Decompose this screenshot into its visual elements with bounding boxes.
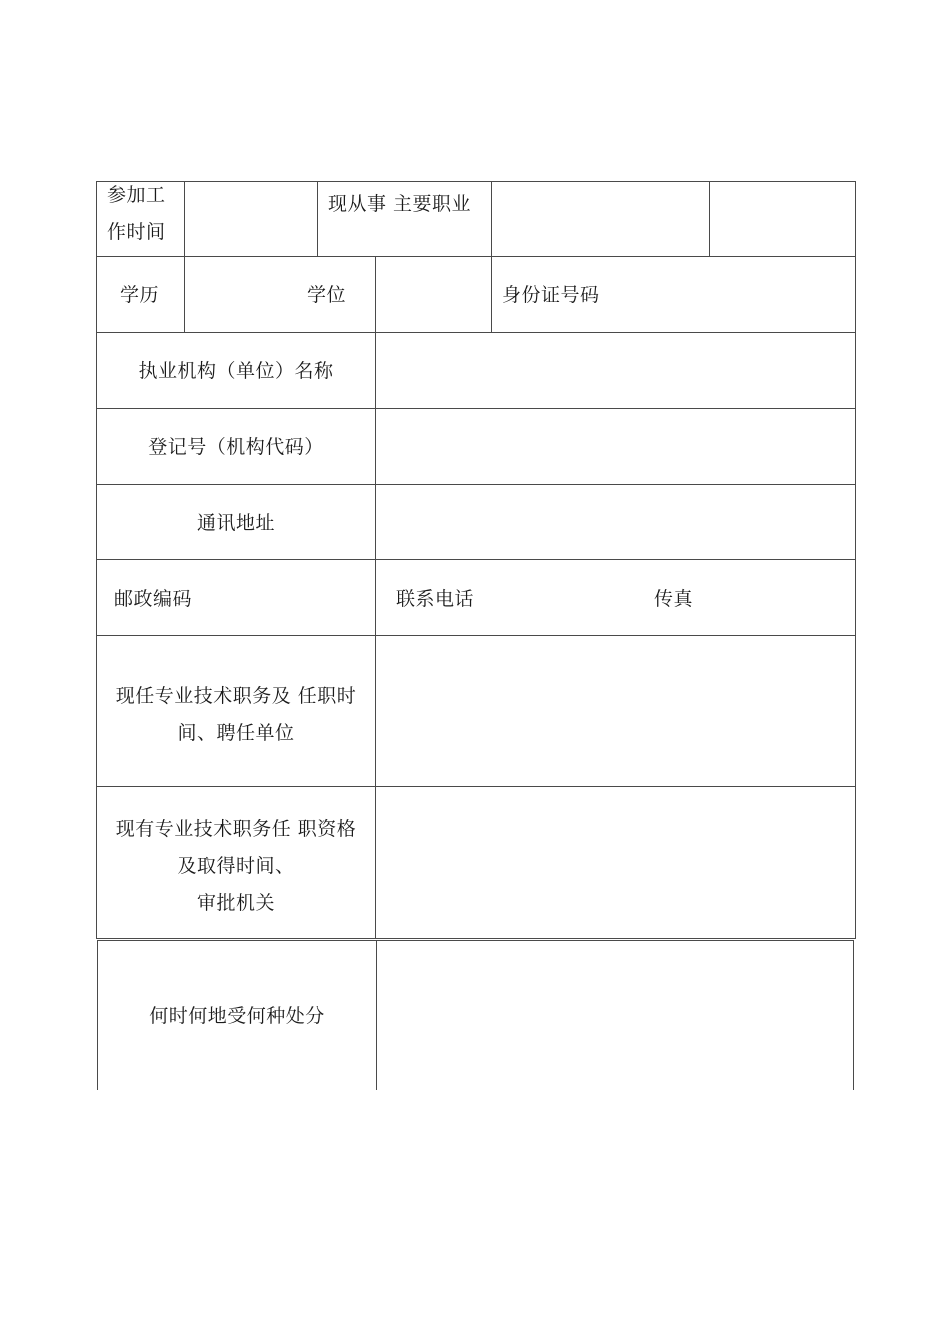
education-label: 学历 (120, 284, 160, 306)
col-divider (709, 181, 710, 257)
col-divider (491, 256, 492, 333)
col-divider (317, 181, 318, 257)
occupation-value[interactable] (493, 184, 707, 254)
col-divider (491, 181, 492, 257)
discipline-value[interactable] (378, 942, 852, 1090)
work-start-label (107, 181, 166, 246)
qualification-label (96, 815, 376, 917)
degree-value[interactable] (377, 259, 489, 329)
row-divider (96, 256, 856, 257)
current-title-label (96, 682, 376, 747)
table-border-right (855, 181, 856, 939)
table2-border-right (853, 940, 854, 1090)
qualification-line3: 审批机关 (196, 892, 275, 914)
table2-border-top (97, 940, 854, 941)
address-value[interactable] (377, 486, 854, 557)
occupation-label: 现从事 主要职业 (328, 193, 472, 215)
registration-value[interactable] (377, 410, 854, 482)
row-divider (96, 484, 856, 485)
discipline-label: 何时何地受何种处分 (149, 1005, 325, 1027)
fax-label: 传真 (654, 588, 694, 610)
qualification-line2: 及取得时间、 (177, 855, 295, 877)
qualification-line1: 现有专业技术职务任 职资格 (115, 818, 357, 840)
table-border-bottom (96, 938, 856, 939)
phone-label: 联系电话 (396, 588, 475, 610)
row-divider (96, 332, 856, 333)
table-border-top (96, 181, 856, 182)
current-title-line2: 间、聘任单位 (177, 722, 295, 744)
col-divider (184, 256, 185, 333)
work-start-label-line1: 参加工 (107, 184, 166, 206)
col-divider (375, 256, 376, 333)
work-start-label-line2: 作时间 (107, 221, 166, 243)
row-divider (96, 635, 856, 636)
work-start-value[interactable] (186, 184, 315, 254)
registration-label: 登记号（机构代码） (148, 436, 324, 458)
postcode-label: 邮政编码 (114, 588, 193, 610)
row-divider (96, 786, 856, 787)
institution-label: 执业机构（单位）名称 (138, 360, 334, 382)
col-divider (184, 181, 185, 257)
row-divider (96, 559, 856, 560)
qualification-value[interactable] (377, 788, 854, 936)
degree-label: 学位 (307, 284, 347, 306)
current-title-line1: 现任专业技术职务及 任职时 (115, 685, 357, 707)
institution-value[interactable] (377, 334, 854, 406)
extra-cell[interactable] (711, 184, 853, 254)
address-label: 通讯地址 (196, 512, 275, 534)
id-number-label: 身份证号码 (502, 284, 600, 306)
row-divider (96, 408, 856, 409)
current-title-value[interactable] (377, 637, 854, 784)
